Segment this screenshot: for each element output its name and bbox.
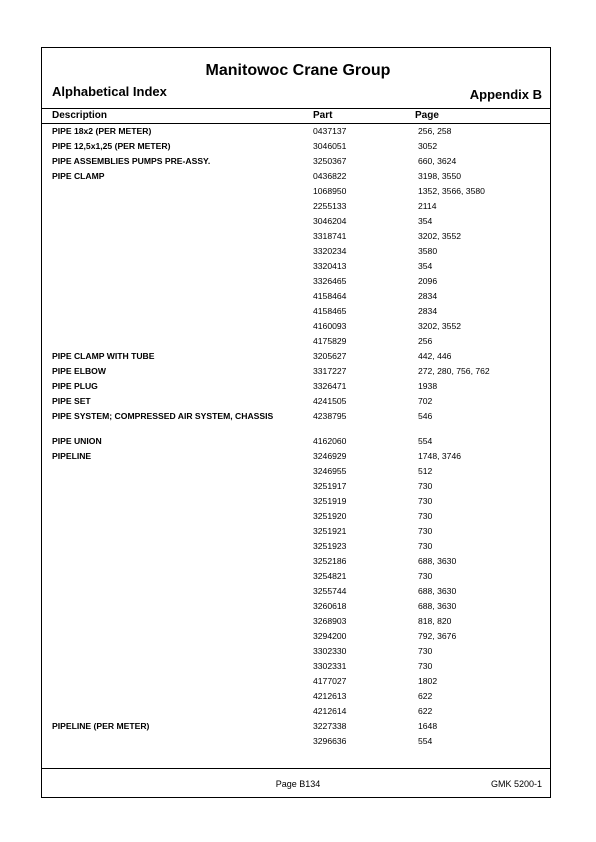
- table-row: [0, 631, 596, 646]
- row-page-refs: 442, 446: [418, 351, 452, 361]
- row-page-refs: 354: [418, 216, 433, 226]
- table-row: [0, 481, 596, 496]
- row-page-refs: 730: [418, 571, 433, 581]
- row-description: PIPE SET: [52, 396, 91, 406]
- column-header-description: Description: [52, 110, 108, 121]
- table-row: [0, 171, 596, 186]
- table-row: [0, 381, 596, 396]
- table-row: [0, 201, 596, 216]
- row-page-refs: 730: [418, 541, 433, 551]
- table-row: [0, 126, 596, 141]
- table-row: [0, 276, 596, 291]
- row-page-refs: 3580: [418, 246, 438, 256]
- row-part-number: 3326471: [313, 381, 347, 391]
- row-page-refs: 792, 3676: [418, 631, 457, 641]
- row-page-refs: 730: [418, 496, 433, 506]
- row-page-refs: 622: [418, 691, 433, 701]
- row-page-refs: 1938: [418, 381, 438, 391]
- table-row: [0, 451, 596, 466]
- table-row: [0, 601, 596, 616]
- row-part-number: 3255744: [313, 586, 347, 596]
- row-part-number: 3227338: [313, 721, 347, 731]
- row-description: PIPE ELBOW: [52, 366, 106, 376]
- row-description: PIPE 12,5x1,25 (PER METER): [52, 141, 171, 151]
- row-part-number: 3251917: [313, 481, 347, 491]
- row-part-number: 4241505: [313, 396, 347, 406]
- table-row: [0, 721, 596, 736]
- row-part-number: 4175829: [313, 336, 347, 346]
- row-page-refs: 660, 3624: [418, 156, 457, 166]
- table-row: [0, 466, 596, 481]
- row-part-number: 3251919: [313, 496, 347, 506]
- row-page-refs: 730: [418, 511, 433, 521]
- row-description: PIPE CLAMP WITH TUBE: [52, 351, 155, 361]
- table-row: [0, 496, 596, 511]
- row-part-number: 3251920: [313, 511, 347, 521]
- column-header-part: Part: [313, 110, 333, 121]
- row-page-refs: 3052: [418, 141, 438, 151]
- row-page-refs: 702: [418, 396, 433, 406]
- table-row: [0, 321, 596, 336]
- table-row: [0, 366, 596, 381]
- table-row: [0, 511, 596, 526]
- footer-model: GMK 5200-1: [490, 779, 542, 789]
- row-page-refs: 688, 3630: [418, 556, 457, 566]
- row-part-number: 4162060: [313, 436, 347, 446]
- row-description: PIPE UNION: [52, 436, 102, 446]
- table-row: [0, 706, 596, 721]
- table-row: [0, 336, 596, 351]
- row-page-refs: 730: [418, 646, 433, 656]
- row-page-refs: 2096: [418, 276, 438, 286]
- table-row: [0, 571, 596, 586]
- table-row: [0, 411, 596, 436]
- row-part-number: 4177027: [313, 676, 347, 686]
- row-page-refs: 3198, 3550: [418, 171, 462, 181]
- row-part-number: 3254821: [313, 571, 347, 581]
- table-row: [0, 676, 596, 691]
- row-part-number: 3294200: [313, 631, 347, 641]
- row-part-number: 3251921: [313, 526, 347, 536]
- row-part-number: 3046051: [313, 141, 347, 151]
- row-page-refs: 554: [418, 436, 433, 446]
- row-part-number: 0436822: [313, 171, 347, 181]
- footer-page-number: Page B134: [275, 779, 321, 789]
- row-page-refs: 730: [418, 481, 433, 491]
- row-page-refs: 256: [418, 336, 433, 346]
- row-part-number: 3246929: [313, 451, 347, 461]
- table-row: [0, 586, 596, 601]
- row-part-number: 3326465: [313, 276, 347, 286]
- row-part-number: 3252186: [313, 556, 347, 566]
- row-part-number: 4212613: [313, 691, 347, 701]
- row-description: PIPE ASSEMBLIES PUMPS PRE-ASSY.: [52, 156, 211, 166]
- table-row: [0, 661, 596, 676]
- footer-rule: [41, 768, 551, 769]
- table-row: [0, 736, 596, 751]
- row-page-refs: 688, 3630: [418, 586, 457, 596]
- row-page-refs: 818, 820: [418, 616, 452, 626]
- row-description: PIPE SYSTEM; COMPRESSED AIR SYSTEM, CHASSIS: [52, 411, 274, 421]
- row-page-refs: 730: [418, 526, 433, 536]
- row-part-number: 3268903: [313, 616, 347, 626]
- row-page-refs: 272, 280, 756, 762: [418, 366, 490, 376]
- row-page-refs: 1648: [418, 721, 438, 731]
- row-part-number: 3251923: [313, 541, 347, 551]
- row-page-refs: 3202, 3552: [418, 321, 462, 331]
- row-page-refs: 2834: [418, 291, 438, 301]
- row-part-number: 4238795: [313, 411, 347, 421]
- index-title: Alphabetical Index: [52, 84, 167, 99]
- table-row: [0, 261, 596, 276]
- row-part-number: 3250367: [313, 156, 347, 166]
- row-page-refs: 2114: [418, 201, 437, 211]
- table-row: [0, 691, 596, 706]
- row-page-refs: 354: [418, 261, 433, 271]
- table-row: [0, 616, 596, 631]
- table-row: [0, 526, 596, 541]
- row-part-number: 3318741: [313, 231, 347, 241]
- row-part-number: 2255133: [313, 201, 347, 211]
- row-part-number: 3246955: [313, 466, 347, 476]
- row-description: PIPELINE (PER METER): [52, 721, 150, 731]
- table-row: [0, 646, 596, 661]
- row-description: PIPE CLAMP: [52, 171, 105, 181]
- table-row: [0, 246, 596, 261]
- company-title: Manitowoc Crane Group: [205, 62, 391, 79]
- row-part-number: 3046204: [313, 216, 347, 226]
- table-row: [0, 351, 596, 366]
- table-row: [0, 436, 596, 451]
- row-part-number: 0437137: [313, 126, 347, 136]
- row-part-number: 3205627: [313, 351, 347, 361]
- row-page-refs: 546: [418, 411, 433, 421]
- header-rule-top: [41, 108, 551, 109]
- header-rule-bottom: [41, 123, 551, 124]
- row-page-refs: 2834: [418, 306, 438, 316]
- row-part-number: 3302330: [313, 646, 347, 656]
- row-part-number: 4158465: [313, 306, 347, 316]
- table-row: [0, 541, 596, 556]
- row-page-refs: 512: [418, 466, 433, 476]
- table-row: [0, 306, 596, 321]
- table-row: [0, 231, 596, 246]
- row-part-number: 3302331: [313, 661, 347, 671]
- table-row: [0, 186, 596, 201]
- row-part-number: 3296636: [313, 736, 347, 746]
- column-header-page: Page: [415, 110, 439, 121]
- row-page-refs: 1802: [418, 676, 438, 686]
- row-part-number: 4158464: [313, 291, 347, 301]
- row-page-refs: 622: [418, 706, 433, 716]
- row-part-number: 3320234: [313, 246, 347, 256]
- row-page-refs: 1352, 3566, 3580: [418, 186, 485, 196]
- row-part-number: 4160093: [313, 321, 347, 331]
- appendix-label: Appendix B: [469, 87, 542, 102]
- table-row: [0, 156, 596, 171]
- index-table: [0, 126, 596, 751]
- row-page-refs: 688, 3630: [418, 601, 457, 611]
- row-part-number: 3260618: [313, 601, 347, 611]
- row-page-refs: 554: [418, 736, 433, 746]
- row-part-number: 1068950: [313, 186, 347, 196]
- table-row: [0, 291, 596, 306]
- row-page-refs: 256, 258: [418, 126, 452, 136]
- row-page-refs: 730: [418, 661, 433, 671]
- table-row: [0, 141, 596, 156]
- table-row: [0, 396, 596, 411]
- row-page-refs: 3202, 3552: [418, 231, 462, 241]
- row-description: PIPE PLUG: [52, 381, 98, 391]
- row-part-number: 4212614: [313, 706, 347, 716]
- row-page-refs: 1748, 3746: [418, 451, 462, 461]
- row-description: PIPELINE: [52, 451, 92, 461]
- row-description: PIPE 18x2 (PER METER): [52, 126, 152, 136]
- row-part-number: 3317227: [313, 366, 347, 376]
- table-row: [0, 556, 596, 571]
- row-part-number: 3320413: [313, 261, 347, 271]
- table-row: [0, 216, 596, 231]
